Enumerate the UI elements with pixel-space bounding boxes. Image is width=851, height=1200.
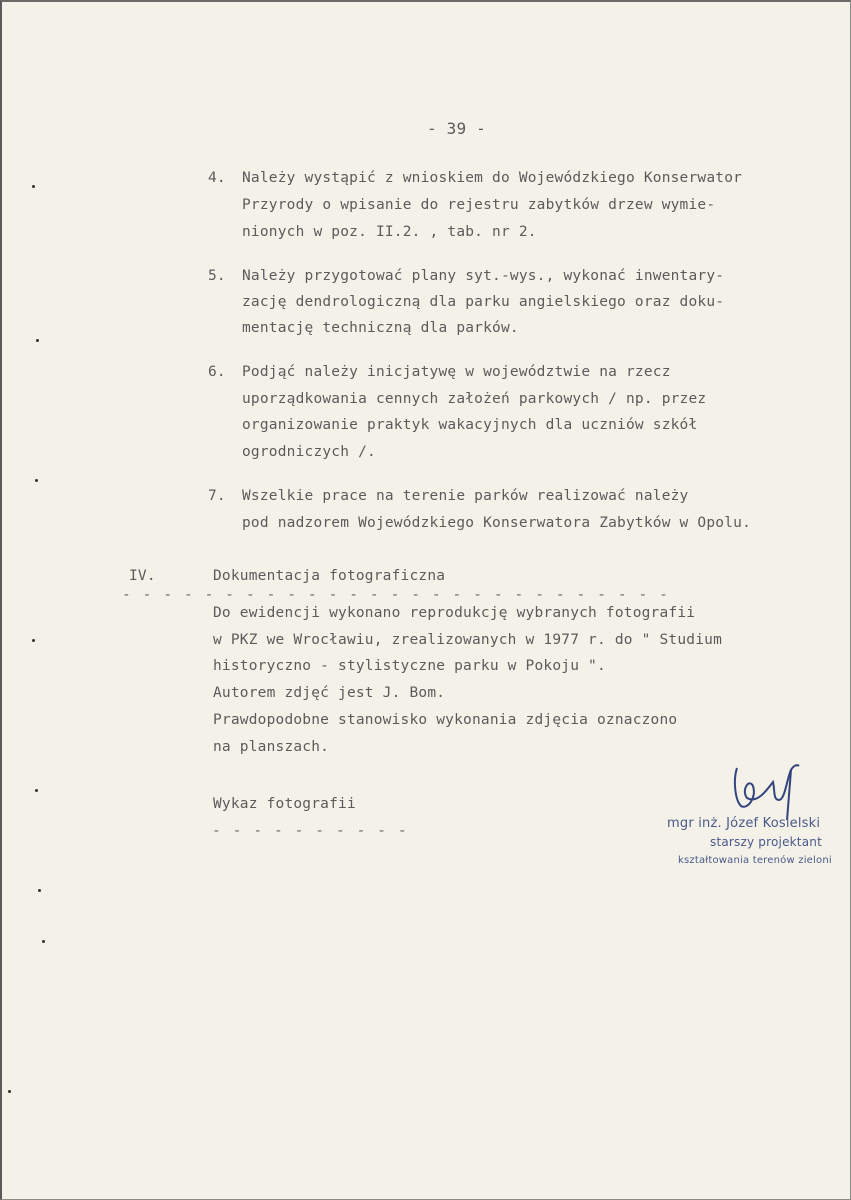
item-line: organizowanie praktyk wakacyjnych dla uczniów szkół [242,417,698,433]
body-line: Do ewidencji wykonano reprodukcję wybranych fotografii [213,605,696,621]
margin-speck [42,940,45,943]
item-line: pod nadzorem Wojewódzkiego Konserwatora Zabytków w Opolu. [242,515,751,531]
list-title-underline: - - - - - - - - - - [212,823,409,839]
stamp-name: mgr inż. Józef Kosielski [667,816,821,831]
item-line: mentację techniczną dla parków. [242,320,519,336]
margin-speck [35,479,38,482]
item-line: Przyrody o wpisanie do rejestru zabytków drzew wymie- [242,197,716,213]
item-line: uporządkowania cennych założeń parkowych / np. przez [242,391,707,407]
margin-speck [35,789,38,792]
body-line: historyczno - stylistyczne parku w Pokoju ". [213,658,606,674]
body-line: Prawdopodobne stanowisko wykonania zdjęcia oznaczono [213,712,678,728]
section-title: Dokumentacja fotograficzna [213,568,446,584]
item-number: 6. [208,364,226,380]
stamp-title: starszy projektant [710,835,822,849]
margin-speck [36,339,39,342]
section-number: IV. [129,568,156,584]
item-number: 5. [208,268,226,284]
item-line: zację dendrologiczną dla parku angielskiego oraz doku- [242,294,725,310]
margin-speck [8,1090,11,1093]
body-line: w PKZ we Wrocławiu, zrealizowanych w 1977 r. do " Studium [213,632,722,648]
stamp-department: kształtowania terenów zieloni [678,855,832,866]
page-number: - 39 - [427,119,486,138]
item-line: ogrodniczych /. [242,444,376,460]
margin-speck [32,639,35,642]
body-line: Autorem zdjęć jest J. Bom. [213,685,446,701]
section-underline: - - - - - - - - - - - - - - - - - - - - - - - - - - - [122,587,670,603]
item-line: nionych w poz. II.2. , tab. nr 2. [242,224,537,240]
list-title: Wykaz fotografii [213,796,356,812]
margin-speck [32,185,35,188]
item-number: 4. [208,170,226,186]
item-line: Podjąć należy inicjatywę w województwie na rzecz [242,364,671,380]
item-number: 7. [208,488,226,504]
body-line: na planszach. [213,739,330,755]
margin-speck [38,889,41,892]
item-line: Wszelkie prace na terenie parków realizować należy [242,488,689,504]
item-line: Należy wystąpić z wnioskiem do Wojewódzkiego Konserwator [242,170,743,186]
item-line: Należy przygotować plany syt.-wys., wykonać inwentary- [242,268,725,284]
